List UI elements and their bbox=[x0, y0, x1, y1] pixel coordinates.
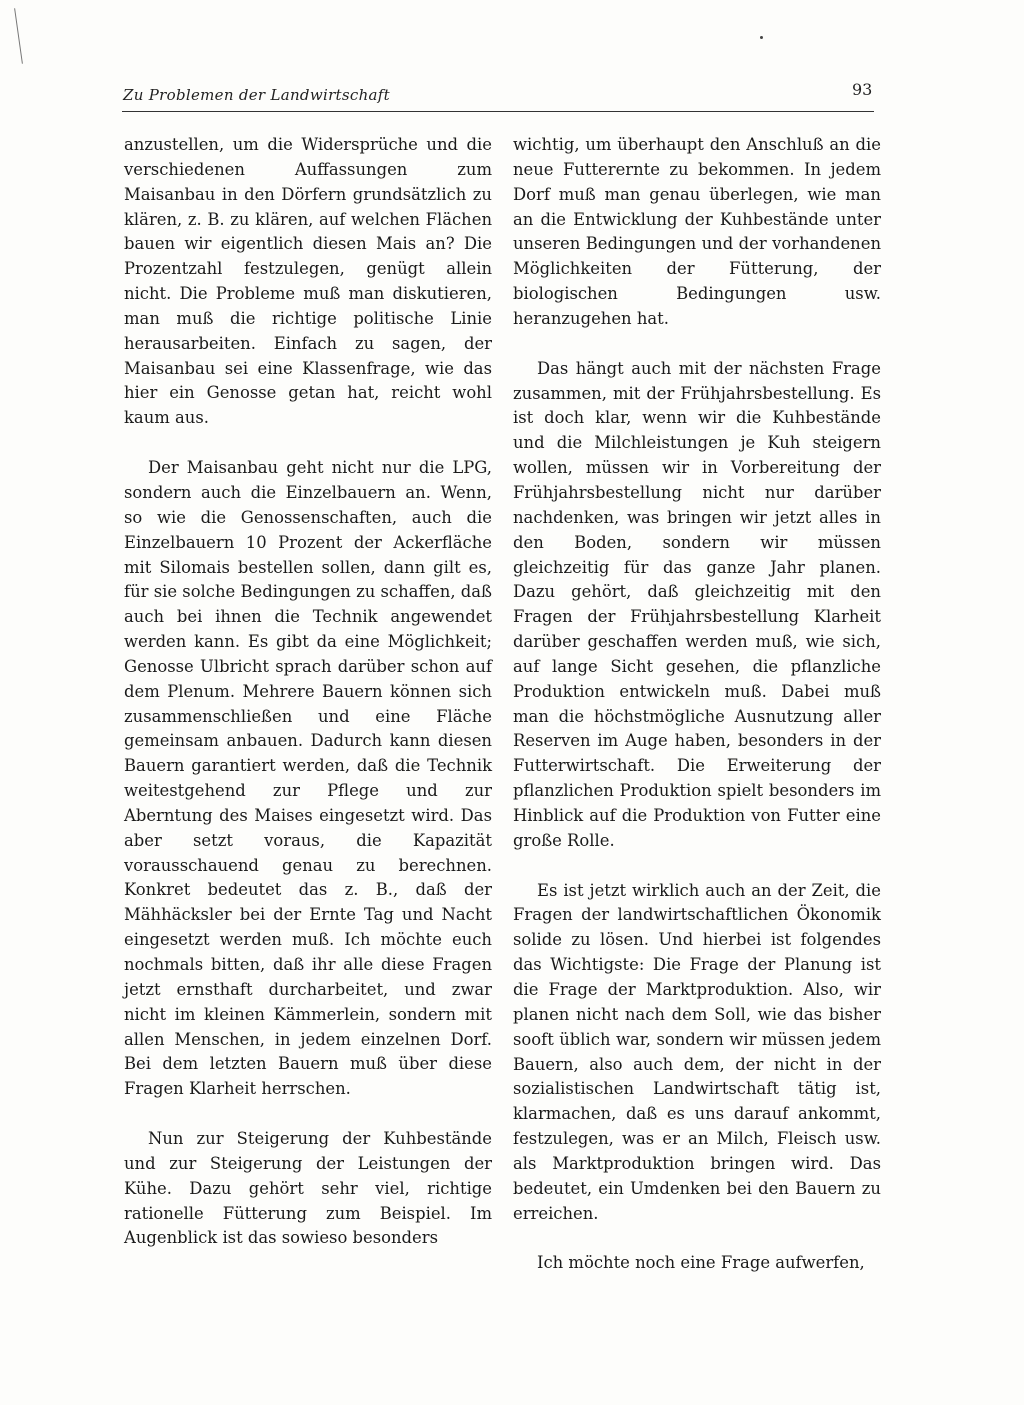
header-rule bbox=[122, 111, 874, 112]
paragraph: Das hängt auch mit der nächsten Frage zusammen, mit der Frühjahrsbestellung. Es ist doch klar, wenn wir die Kuhbestände und die Milchleistungen je Kuh steigern wollen, müssen wir in Vorbereitung der Frühjahrsbestellung nicht nur darüber nachdenken, was bringen wir jetzt alles in den Boden, sondern wir müssen gleichzeitig für das ganze Jahr planen. Dazu gehört, daß gleichzeitig mit den Fragen der Frühjahrsbestellung Klarheit darüber geschaffen werden muß, wie sich, auf lange Sicht gesehen, die pflanzliche Produktion entwickeln muß. Dabei muß man die höchstmögliche Ausnutzung aller Reserven im Auge haben, besonders in der Futterwirtschaft. Die Erweiterung der pflanzlichen Produktion spielt besonders im Hinblick auf die Produktion von Futter eine große Rolle. bbox=[513, 358, 881, 850]
paragraph: Der Maisanbau geht nicht nur die LPG, sondern auch die Einzelbauern an. Wenn, so wie die Genossenschaften, auch die Einzelbauern 10 Prozent der Ackerfläche mit Silomais bestellen sollen, dann gilt es, für sie solche Bedingungen zu schaffen, daß auch bei ihnen die Technik angewendet werden kann. Es gibt da eine Möglichkeit; Genosse Ulbricht sprach darüber schon auf dem Plenum. Mehrere Bauern können sich zusammenschließen und eine Fläche gemeinsam anbauen. Dadurch kann diesen Bauern garantiert werden, daß die Technik weitestgehend zur Pflege und zur Aberntung des Maises eingesetzt wird. Das aber setzt voraus, die Kapazität vorausschauend genau zu berechnen. Konkret bedeutet das z. B., daß der Mähhäcksler bei der Ernte Tag und Nacht eingesetzt werden muß. Ich möchte euch nochmals bitten, daß ihr alle diese Fragen jetzt ernsthaft durcharbeitet, und zwar nicht im kleinen Kämmerlein, sondern mit allen Menschen, in jedem einzelnen Dorf. Bei dem letzten Bauern muß über diese Fragen Klarheit herrschen. bbox=[124, 458, 492, 1099]
paragraph: anzustellen, um die Widersprüche und die verschiedenen Auffassungen zum Maisanbau in den Dörfern grundsätzlich zu klären, z. B. zu klären, auf welchen Flächen bauen wir eigentlich diesen Mais an? Die Prozentzahl festzulegen, genügt allein nicht. Die Probleme muß man diskutieren, man muß die richtige politische Linie herausarbeiten. Einfach zu sagen, der Maisanbau sei eine Klassenfrage, wie das hier ein Genosse getan hat, reicht wohl kaum aus. bbox=[124, 135, 492, 428]
paragraph: wichtig, um überhaupt den Anschluß an die neue Futterernte zu bekommen. In jedem Dorf muß man genau überlegen, wie man an die Entwicklung der Kuhbestände unter unseren Bedingungen und der vorhandenen Möglichkeiten der Fütterung, der biologischen Bedingungen usw. heranzugehen hat. bbox=[513, 135, 881, 328]
paragraph: Ich möchte noch eine Frage aufwerfen, bbox=[537, 1253, 865, 1273]
running-title: Zu Problemen der Landwirtschaft bbox=[123, 86, 390, 104]
left-column bbox=[124, 133, 492, 1251]
scan-edge-mark bbox=[14, 8, 23, 64]
right-column bbox=[513, 133, 881, 1276]
paragraph: Es ist jetzt wirklich auch an der Zeit, die Fragen der landwirtschaftlichen Ökonomik solide zu lösen. Und hierbei ist folgendes das Wichtigste: Die Frage der Planung ist die Frage der Marktproduktion. Also, wir planen nicht nach dem Soll, wie das bisher sooft üblich war, sondern wir müssen jedem Bauern, also auch dem, der nicht in der sozialistischen Landwirtschaft tätig ist, klarmachen, daß es uns darauf ankommt, festzulegen, was er an Milch, Fleisch usw. als Marktproduktion bringen wird. Das bedeutet, ein Umdenken bei den Bauern zu erreichen. bbox=[513, 880, 881, 1223]
page-number: 93 bbox=[852, 80, 873, 99]
scan-speck bbox=[760, 36, 763, 39]
paragraph: Nun zur Steigerung der Kuhbestände und zur Steigerung der Leistungen der Kühe. Dazu gehört sehr viel, richtige rationelle Fütterung zum Beispiel. Im Augenblick ist das sowieso besonders bbox=[124, 1129, 492, 1248]
